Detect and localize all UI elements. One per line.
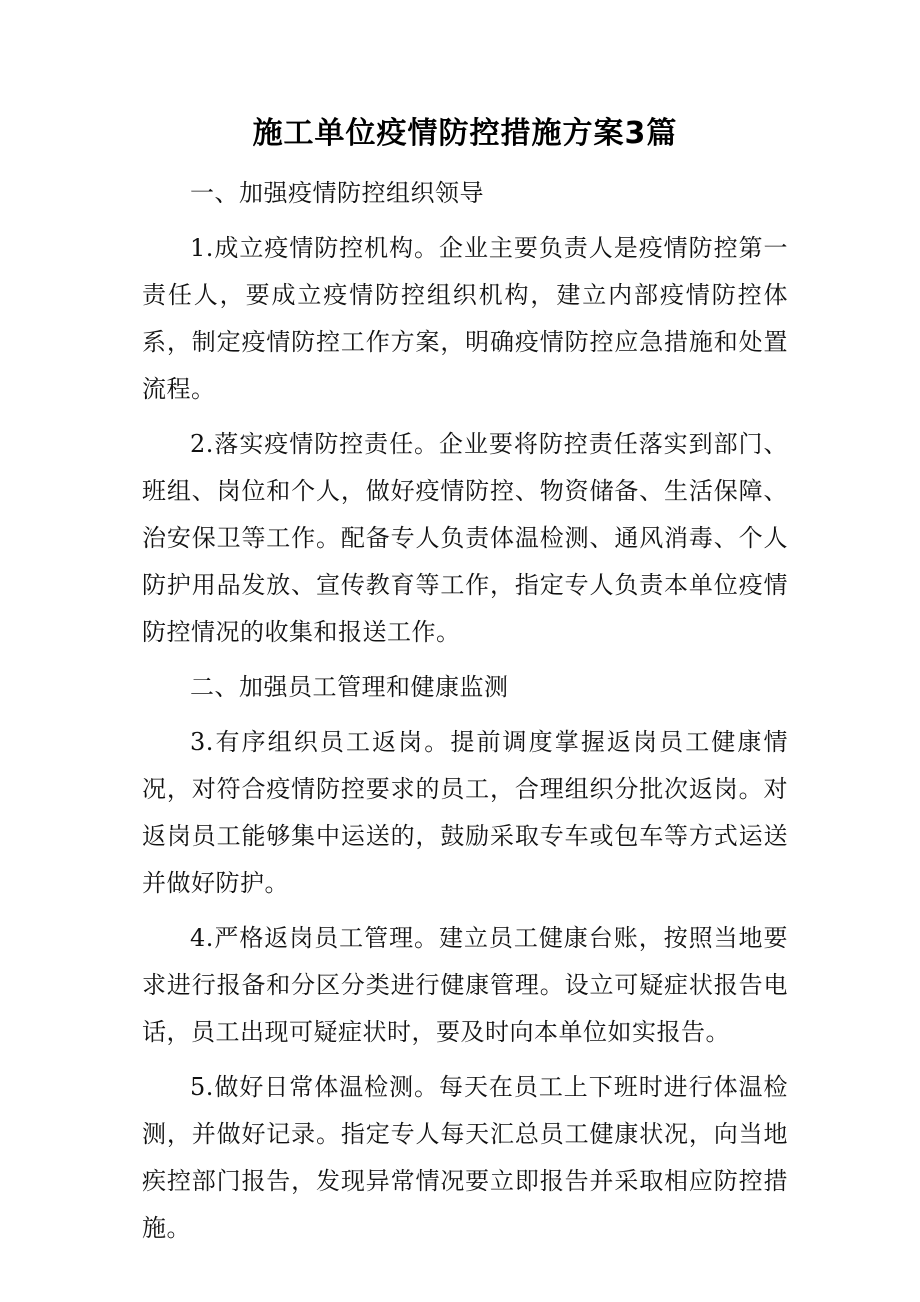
section-heading-2: 二、加强员工管理和健康监测	[190, 673, 509, 701]
document-title: 施工单位疫情防控措施方案3篇	[252, 116, 678, 151]
paragraph-1: 1.成立疫情防控机构。企业主要负责人是疫情防控第一责任人，要成立疫情防控组织机构，建立内部疫情防控体系，制定疫情防控工作方案，明确疫情防控应急措施和处置流程。	[142, 234, 788, 403]
paragraph-4: 4.严格返岗员工管理。建立员工健康台账，按照当地要求进行报备和分区分类进行健康管理。设立可疑症状报告电话，员工出现可疑症状时，要及时向本单位如实报告。	[142, 924, 788, 1046]
paragraph-2: 2.落实疫情防控责任。企业要将防控责任落实到部门、班组、岗位和个人，做好疫情防控、物资储备、生活保障、治安保卫等工作。配备专人负责体温检测、通风消毒、个人防护用品发放、宣传教育等工作，指定专人负责本单位疫情防控情况的收集和报送工作。	[142, 430, 788, 646]
section-heading-1: 一、加强疫情防控组织领导	[190, 179, 484, 207]
paragraph-3: 3.有序组织员工返岗。提前调度掌握返岗员工健康情况，对符合疫情防控要求的员工，合理组织分批次返岗。对返岗员工能够集中运送的，鼓励采取专车或包车等方式运送并做好防护。	[142, 728, 788, 897]
paragraph-5: 5.做好日常体温检测。每天在员工上下班时进行体温检测，并做好记录。指定专人每天汇总员工健康状况，向当地疾控部门报告，发现异常情况要立即报告并采取相应防控措施。	[142, 1073, 788, 1242]
